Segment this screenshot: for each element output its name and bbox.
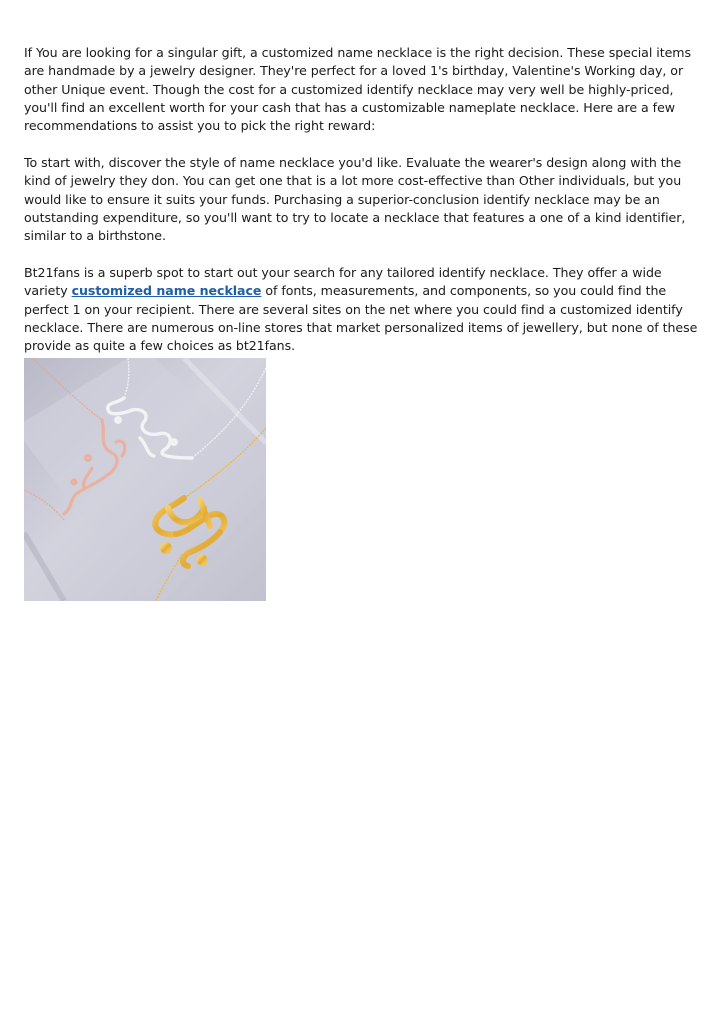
paragraph-bt21fans-after: of fonts, measurements, and components, so you could find the perfect 1 on your recipient. There are several sites on the net where you could find a customized identify necklace. There are numerous on-line stores that market personalized items of jewellery, but none of these provide as quite a few choices as bt21fans. [24,283,698,354]
necklace-photo [24,358,266,601]
paragraph-intro: If You are looking for a singular gift, a customized name necklace is the right decision. These special items are handmade by a jewelry designer. They're perfect for a loved 1's birthday, Valentine's Working day, or other Unique event. Though the cost for a customized identify necklace may very well be highly-priced, you'll find an excellent worth for your cash that has a customizable nameplate necklace. Here are a few recommendations to assist you to pick the right reward: [24,45,692,134]
paragraph-bt21fans [24,264,700,355]
document-body [24,44,700,374]
customized-name-necklace-link[interactable]: customized name necklace [71,283,262,299]
paragraph-style-advice: To start with, discover the style of name necklace you'd like. Evaluate the wearer's design along with the kind of jewelry they don. You can get one that is a lot more cost-effective than Other individuals, but you would like to ensure it suits your funds. Purchasing a superior-conclusion identify necklace may be an outstanding expenditure, so you'll want to try to locate a necklace that features a one of a kind identifier, similar to a birthstone. [24,154,686,244]
paragraph-bt21fans-before: Bt21fans is a superb spot to start out your search for any tailored identify necklace. They offer a wide variety [24,264,662,299]
